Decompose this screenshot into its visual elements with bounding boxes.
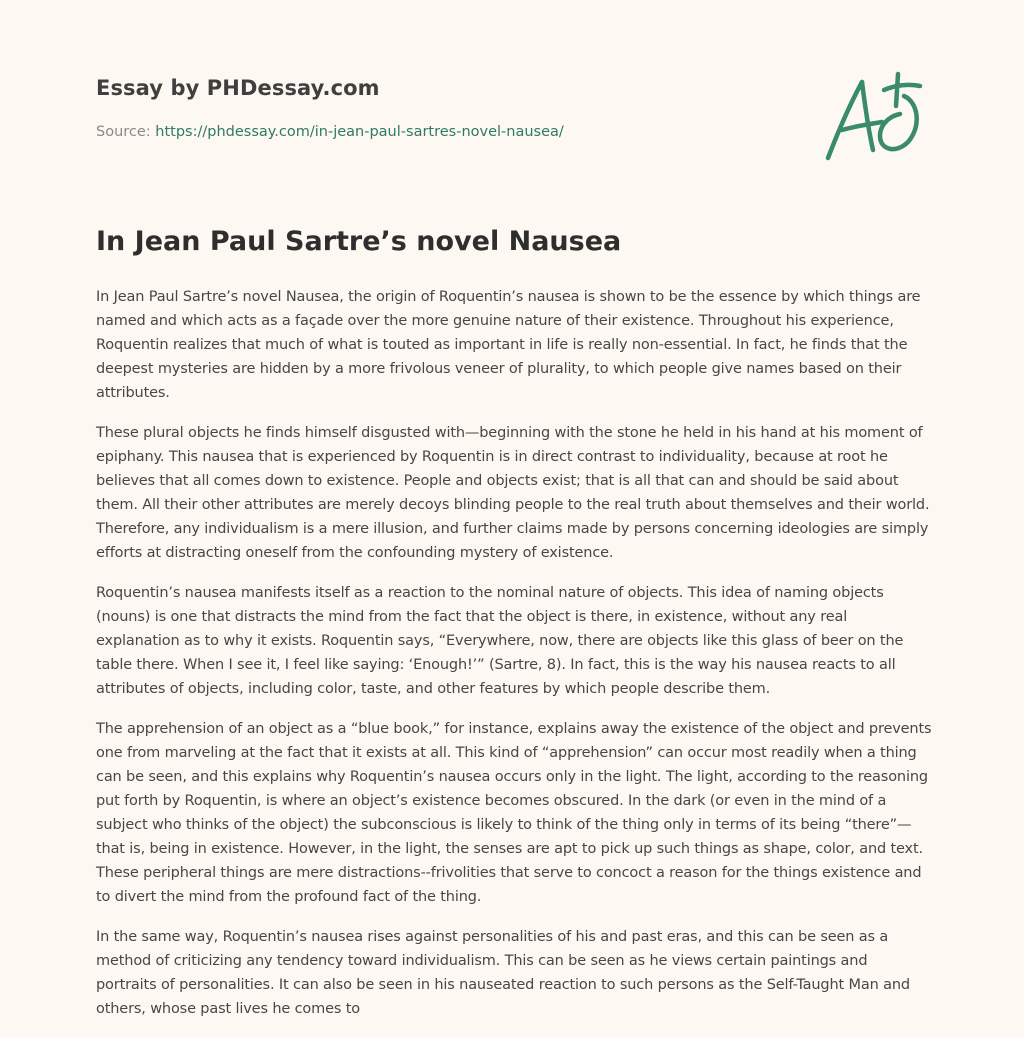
essay-paragraph: Roquentin’s nausea manifests itself as a reaction to the nominal nature of objects. This idea of naming objects (nouns) is one that distracts the mind from the fact that the object is there, in existence, without any real explanation as to why it exists. Roquentin says, “Everywhere, now, there are objects like this glass of beer on the table there. When I see it, I feel like saying: ‘Enough!’” (Sartre, 8). In fact, this is the way his nausea reacts to all attributes of objects, including color, taste, and other features by which people describe them. xyxy=(96,585,904,697)
essay-paragraph: In Jean Paul Sartre’s novel Nausea, the origin of Roquentin’s nausea is shown to be the essence by which things are named and which acts as a façade over the more genuine nature of their existence. Throughout his experience, Roquentin realizes that much of what is touted as important in life is really non-essential. In fact, he finds that the deepest mysteries are hidden by a more frivolous veneer of plurality, to which people give names based on their attributes. xyxy=(96,289,921,401)
source-label: Source: xyxy=(96,124,151,140)
source-line xyxy=(96,124,564,140)
source-link[interactable]: https://phdessay.com/in-jean-paul-sartres-novel-nausea/ xyxy=(155,124,564,140)
essay-paragraph: The apprehension of an object as a “blue book,” for instance, explains away the existence of the object and prevents one from marveling at the fact that it exists at all. This kind of “apprehension” can occur most readily when a thing can be seen, and this explains why Roquentin’s nausea occurs only in the light. The light, according to the reasoning put forth by Roquentin, is where an object’s existence becomes obscured. In the dark (or even in the mind of a subject who thinks of the object) the subconscious is likely to think of the thing only in terms of its being “there”—that is, being in existence. However, in the light, the senses are apt to pick up such things as shape, color, and text. These peripheral things are mere distractions--frivolities that serve to concoct a reason for the things existence and to divert the mind from the profound fact of the thing. xyxy=(96,721,932,905)
essay-paragraph: In the same way, Roquentin’s nausea rises against personalities of his and past eras, and this can be seen as a method of criticizing any tendency toward individualism. This can be seen as he views certain paintings and portraits of personalities. It can also be seen in his nauseated reaction to such persons as the Self-Taught Man and others, whose past lives he comes to xyxy=(96,929,910,1017)
essay-title: In Jean Paul Sartre’s novel Nausea xyxy=(96,226,622,257)
essay-body xyxy=(96,285,932,1037)
essay-paragraph: These plural objects he finds himself disgusted with—beginning with the stone he held in his hand at his moment of epiphany. This nausea that is experienced by Roquentin is in direct contrast to individuality, because at root he believes that all comes down to existence. People and objects exist; that is all that can and should be said about them. All their other attributes are merely decoys blinding people to the real truth about themselves and their world. Therefore, any individualism is a mere illusion, and further claims made by persons concerning ideologies are simply efforts at distracting oneself from the confounding mystery of existence. xyxy=(96,425,930,561)
a-plus-logo-icon xyxy=(818,66,928,166)
site-title: Essay by PHDessay.com xyxy=(96,76,380,100)
